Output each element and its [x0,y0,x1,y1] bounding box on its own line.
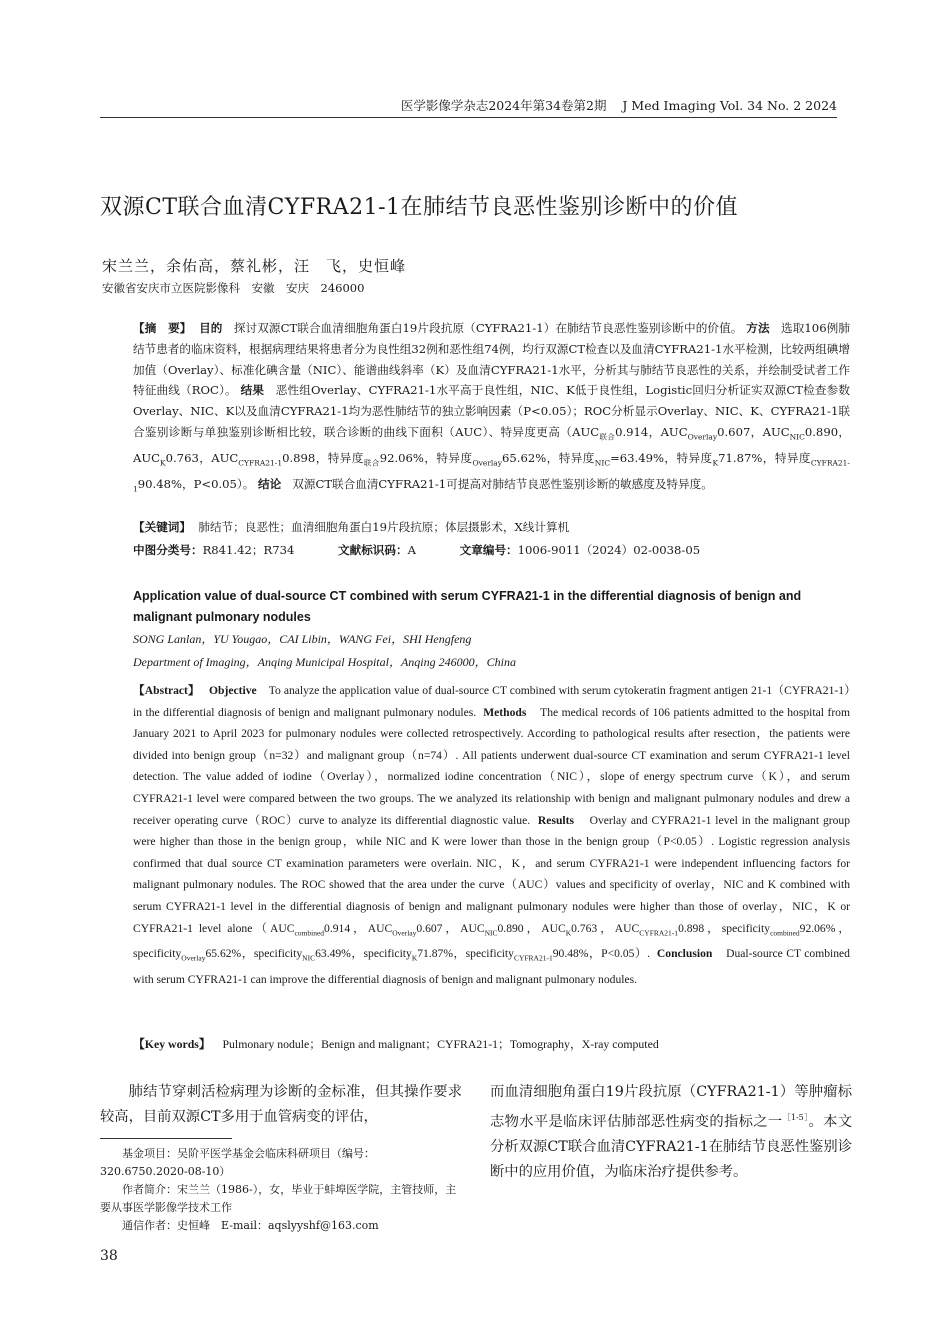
keywords-text-en: Pulmonary nodule；Benign and malignant；CYFRA21-1；Tomography，X-ray computed [222,1037,659,1051]
article-title-en: Application value of dual-source CT combined with serum CYFRA21-1 in the differential diagnosis of benign and malignant pulmonary nodules [133,589,802,624]
abstract-label-cn: 【摘 要】 [133,321,192,335]
subscript: NIC [594,458,611,468]
subscript: K [411,953,418,963]
results-label-en: Results [537,813,574,827]
keywords-text-cn: 肺结节；良恶性；血清细胞角蛋白19片段抗原；体层摄影术，X线计算机 [198,520,570,534]
subscript: combined [770,927,800,937]
value-text: 0.607，AUC [416,921,485,935]
subscript: Overlay [392,927,417,937]
authors-cn: 宋兰兰，余佑高，蔡礼彬，汪 飞，史恒峰 [102,257,407,275]
conclusion-label-cn: 结论 [258,477,282,492]
subscript: CYFRA21-1 [513,953,553,963]
keywords-label-en: 【Key words】 [133,1037,211,1051]
subscript: 联合 [599,432,616,442]
doc-code-value: A [407,543,416,557]
article-no-label: 文章编号： [459,543,518,557]
keywords-cn [133,517,850,538]
objective-text-cn: 探讨双源CT联合血清细胞角蛋白19片段抗原（CYFRA21-1）在肺结节良恶性鉴别诊断中的价值。 [233,321,743,335]
objective-label-en: Objective [209,684,257,697]
value-text: 71.87%，specificity [417,947,514,961]
subscript: NIC [789,432,805,442]
body-text-right [490,1080,852,1185]
results-text-cn: 恶性组Overlay、CYFRA21-1水平高于良性组，NIC、K低于良性组，Logistic回归分析证实双源CT检查参数Overlay、NIC、K以及血清CYFRA21-1均为恶性肺结节的独立影响因素（P<0.05）；ROC分析显示Overlay、NIC、K、CYFRA21-1联合鉴别诊断与单独鉴别诊断相比较，联合诊断的曲线下面积（AUC）、特异度更高（AUC [133,383,850,439]
footnote-correspondence: 通信作者：史恒峰 E-mail：aqslyyshf@163.com [122,1219,379,1232]
page-number: 38 [100,1248,118,1264]
value-text: 0.914，AUC [324,921,393,935]
subscript: combined [294,927,325,937]
subscript: Overlay [472,458,503,468]
classification-line [133,540,850,561]
value-text: 63.49%，specificity [315,947,412,961]
subscript: K [712,458,719,468]
authors-en: SONG Lanlan，YU Yougao，CAI Libin，WANG Fei，SHI Hengfeng [133,632,472,646]
subscript: NIC [484,927,498,937]
subscript: CYFRA21-1 [639,927,679,937]
results-text-en: Overlay and CYFRA21-1 level in the malignant group were higher than those in the benign group，while NIC and K were lower than those in the benign group（P<0.05）. Logistic regression analysis confirmed that dual source CT examination parameters were overlain. NIC，K，and serum CYFRA21-1 were independent influencing factors for malignant pulmonary nodules. The ROC showed that the area under the curve（AUC）values and specificity of overlay，NIC and K combined with serum CYFRA21-1 level in the differential diagnosis of benign and malignant pulmonary nodules were higher than those of overlay，NIC，K or CYFRA21-1 level alone（AUC [133,813,850,935]
article-no-value: 1006-9011（2024）02-0038-05 [517,543,701,557]
journal-name-cn: 医学影像学杂志2024年第34卷第2期 [400,98,607,113]
methods-label-en: Methods [483,705,527,719]
subscript: CYFRA21-1 [238,458,283,468]
subscript: Overlay [181,953,206,963]
value-text: 92.06%，specificity [133,921,850,961]
value-text: 90.48%，P<0.05）. [552,947,651,961]
subscript: Overlay [687,432,718,442]
results-label-cn: 结果 [240,383,265,398]
affiliation-en: Department of Imaging，Anqing Municipal Hospital，Anqing 246000，China [133,655,516,669]
objective-text-en: To analyze the application value of dual-source CT combined with serum cytokeratin fragment antigen 21-1（CYFRA21-1）in the differential diagnosis of benign and malignant pulmonary nodules. [133,684,850,719]
subscript: CYFRA21-1 [133,458,850,494]
journal-header [401,96,837,114]
journal-name-en: J Med Imaging Vol. 34 No. 2 2024 [622,98,837,113]
methods-text-cn: 选取106例肺结节患者的临床资料，根据病理结果将患者分为良性组32例和恶性组74例，均行双源CT检查以及血清CYFRA21-1水平检测，比较两组碘增加值（Overlay）、标准化碘含量（NIC）、能谱曲线斜率（K）及血清CYFRA21-1水平，分析其与肺结节良恶性的关系，并绘制受试者工作特征曲线（ROC）。 [133,321,850,398]
value-text: 90.48%，P<0.05）。 [137,477,255,492]
footnote-author-bio: 作者简介：宋兰兰（1986-），女，毕业于蚌埠医学院，主管技师，主要从事医学影像学技术工作 [100,1183,457,1214]
value-text: 0.898，specificity [678,921,771,935]
value-text: 65.62%，特异度 [502,451,595,466]
methods-label-cn: 方法 [746,321,770,335]
header-divider [100,117,837,118]
subscript: K [565,927,572,937]
footnote-divider [100,1138,232,1139]
doc-code-label: 文献标识码： [338,543,408,557]
value-text: 0.763，AUC [571,921,640,935]
abstract-label-en: 【Abstract】 [133,684,200,697]
body-text-right-1: 而血清细胞角蛋白19片段抗原（CYFRA21-1）等肿瘤标志物水平是临床评估肺部恶性病变的指标之一 [490,1084,852,1130]
value-text: =63.49%，特异度 [610,451,713,466]
affiliation-cn: 安徽省安庆市立医院影像科 安徽 安庆 246000 [102,281,365,295]
value-text: 0.890，AUC [497,921,566,935]
article-title-cn: 双源CT联合血清CYFRA21-1在肺结节良恶性鉴别诊断中的价值 [100,195,739,220]
value-text: 92.06%，特异度 [379,451,473,466]
value-text: 71.87%，特异度 [718,451,811,466]
value-text: 0.763，AUC [165,451,239,466]
abstract-cn [133,318,850,500]
value-text: 65.62%，specificity [205,947,303,961]
conclusion-text-en: Dual-source CT combined with serum CYFRA21-1 can improve the differential diagnosis of benign and malignant pulmonary nodules. [133,947,850,987]
objective-label-cn: 目的 [199,321,223,335]
keywords-en [133,1035,659,1052]
subscript: NIC [302,953,316,963]
subscript: K [160,458,166,468]
subscript: 联合 [363,458,380,468]
footnotes [100,1145,462,1235]
value-text: 0.607，AUC [717,424,790,439]
clc-value: R841.42；R734 [202,543,295,557]
keywords-label-cn: 【关键词】 [133,520,191,534]
value-text: 0.898，特异度 [282,451,364,466]
body-text-right-2: 。本文分析双源CT联合血清CYFRA21-1在肺结节良恶性鉴别诊断中的应用价值，为临床治疗提供参考。 [490,1113,853,1180]
body-text-left: 肺结节穿刺活检病理为诊断的金标准，但其操作要求较高，目前双源CT多用于血管病变的评估， [100,1084,462,1125]
value-text: 0.914，AUC [615,424,688,439]
conclusion-label-en: Conclusion [656,947,713,961]
abstract-en [133,680,850,991]
clc-label: 中图分类号： [133,543,203,557]
footnote-funding: 基金项目：吴阶平医学基金会临床科研项目（编号：320.6750.2020-08-10） [100,1147,375,1178]
value-text: 0.890，AUC [133,424,850,466]
methods-text-en: The medical records of 106 patients admitted to the hospital from January 2021 to April 2023 for pulmonary nodules were collected retrospectively. According to pathological results after resection，the patients were divided into benign group（n=32）and malignant group（n=74）. All patients underwent dual-source CT examination and serum CYFRA21-1 level detection. The value added of iodine（Overlay），normalized iodine concentration（NIC），slope of energy spectrum curve（K），and serum CYFRA21-1 level were compared between the two groups. The we analyzed its relationship with benign and malignant pulmonary nodules and drew a receiver operating curve（ROC）curve to analyze its differential diagnostic value. [133,705,850,827]
citation[interactable]: ［1-5］ [782,1113,809,1122]
conclusion-text-cn: 双源CT联合血清CYFRA21-1可提高对肺结节良恶性鉴别诊断的敏感度及特异度。 [292,477,713,492]
